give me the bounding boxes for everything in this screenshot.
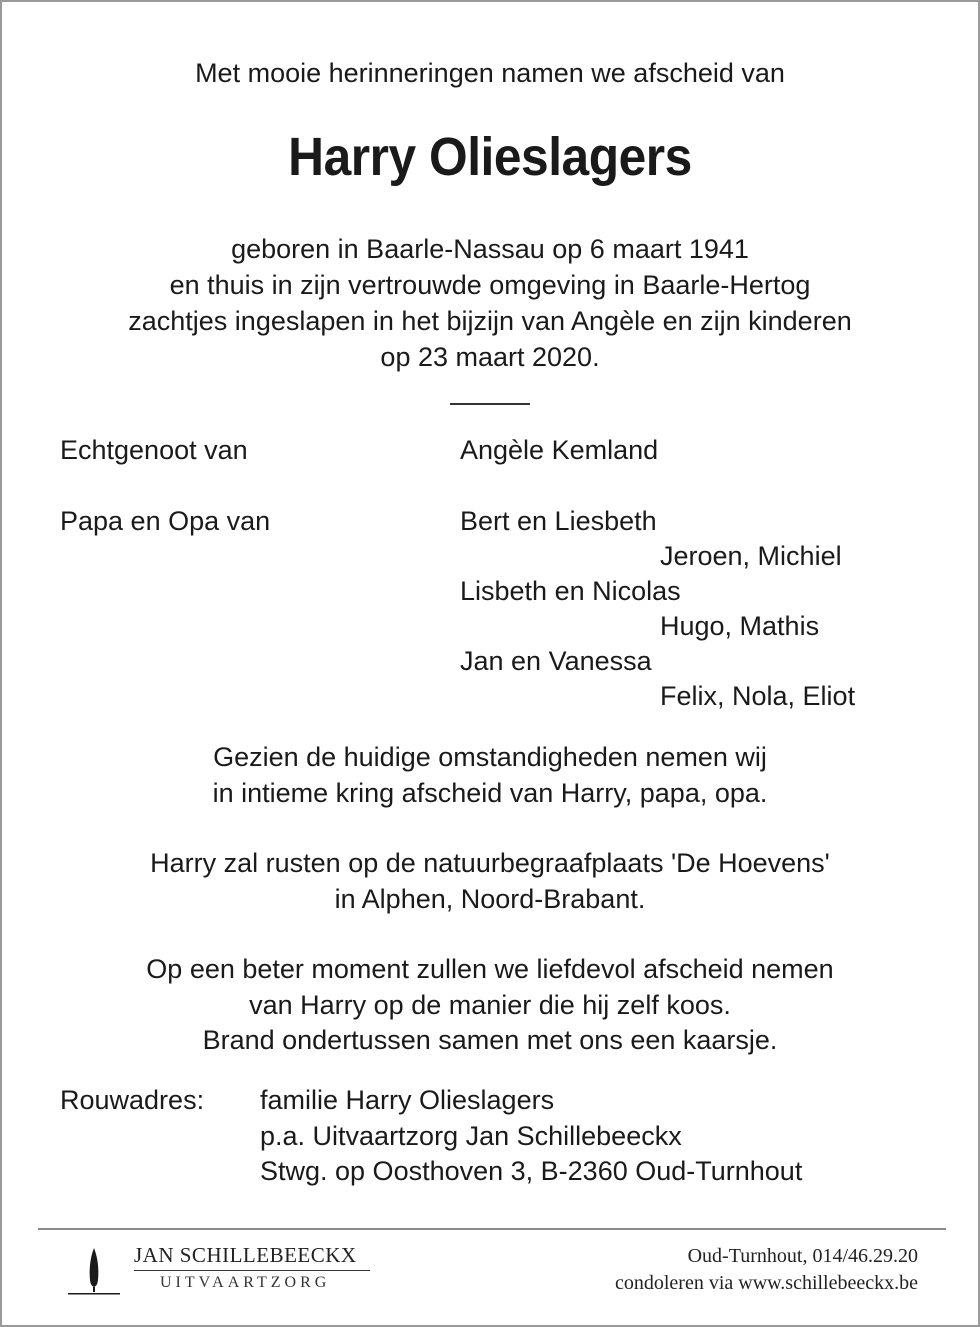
future-line: Brand ondertussen samen met ons een kaarsje. — [202, 1025, 778, 1055]
address-line: familie Harry Olieslagers — [260, 1085, 555, 1115]
burial-line: in Alphen, Noord-Brabant. — [334, 884, 646, 914]
life-line: en thuis in zijn vertrouwde omgeving in Baarle-Hertog — [169, 270, 811, 300]
footer-divider — [38, 1228, 946, 1230]
life-line: op 23 maart 2020. — [380, 342, 600, 372]
address-label: Rouwadres: — [60, 1085, 205, 1115]
family-label: Papa en Opa van — [60, 506, 271, 536]
burial-line: Harry zal rusten op de natuurbegraafplaats 'De Hoevens' — [150, 848, 830, 878]
child-couple: Jan en Vanessa — [460, 646, 652, 676]
logo-subtitle: UITVAARTZORG — [160, 1274, 331, 1291]
circumstances-line: Gezien de huidige omstandigheden nemen wij — [213, 742, 767, 772]
logo-wordmark: JAN SCHILLEBEECKX — [134, 1243, 357, 1267]
logo-underline — [134, 1270, 370, 1271]
life-line: geboren in Baarle-Nassau op 6 maart 1941 — [231, 234, 749, 264]
life-line: zachtjes ingeslapen in het bijzijn van Angèle en zijn kinderen — [128, 306, 852, 336]
child-couple: Bert en Liesbeth — [460, 506, 657, 536]
address-line: Stwg. op Oosthoven 3, B-2360 Oud-Turnhout — [260, 1156, 803, 1186]
circumstances-line: in intieme kring afscheid van Harry, papa, opa. — [212, 778, 768, 808]
grandchildren: Jeroen, Michiel — [660, 541, 842, 571]
address-line: p.a. Uitvaartzorg Jan Schillebeeckx — [260, 1121, 682, 1151]
divider — [450, 403, 530, 405]
contact-info: Oud-Turnhout, 014/46.29.20 — [687, 1245, 918, 1267]
spouse-label: Echtgenoot van — [60, 435, 248, 465]
future-line: Op een beter moment zullen we liefdevol afscheid nemen — [146, 954, 834, 984]
deceased-name: Harry Olieslagers — [288, 127, 692, 187]
spouse-name: Angèle Kemland — [460, 435, 659, 465]
condolence-link[interactable]: condoleren via www.schillebeeckx.be — [614, 1272, 918, 1294]
intro-text: Met mooie herinneringen namen we afscheid van — [195, 58, 785, 88]
cypress-tree-icon — [68, 1244, 120, 1296]
future-line: van Harry op de manier die hij zelf koos. — [249, 990, 731, 1020]
grandchildren: Felix, Nola, Eliot — [660, 681, 856, 711]
grandchildren: Hugo, Mathis — [660, 611, 820, 641]
child-couple: Lisbeth en Nicolas — [460, 576, 681, 606]
